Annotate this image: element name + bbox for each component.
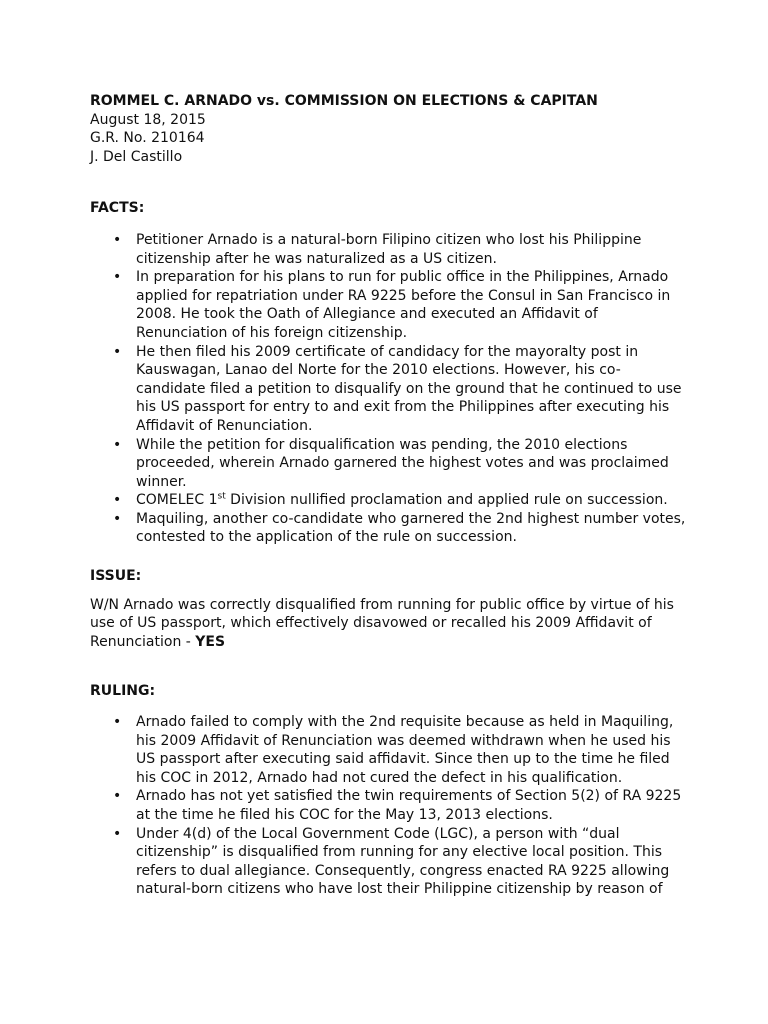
case-title: ROMMEL C. ARNADO vs. COMMISSION ON ELECTIONS & CAPITAN xyxy=(90,93,598,109)
ponente: J. Del Castillo xyxy=(90,148,183,165)
bullet-icon: • xyxy=(113,788,122,805)
fact-text: In preparation for his plans to run for public office in the Philippines, Arnado applied for repatriation under RA 9225 before the Consul in San Francisco in 2008. He took the Oath of Allegiance and executed an Affidavit of Renunciation of his foreign citizenship. xyxy=(136,269,671,341)
bullet-icon: • xyxy=(113,510,122,527)
bullet-icon: • xyxy=(113,436,122,453)
comelec-text-before: COMELEC 1 xyxy=(136,492,218,509)
bullet-icon: • xyxy=(113,492,122,509)
bullet-icon: • xyxy=(113,714,122,731)
bullet-icon: • xyxy=(113,825,122,842)
ruling-heading: RULING: xyxy=(90,683,156,700)
gr-number: G.R. No. 210164 xyxy=(90,130,205,147)
bullet-icon: • xyxy=(113,231,122,248)
list-item xyxy=(90,825,690,899)
issue-text: W/N Arnado was correctly disqualified from running for public office by virtue of his use of US passport, which effectively disavowed or recalled his 2009 Affidavit of Renunciation - xyxy=(90,596,674,650)
document-page xyxy=(90,92,690,899)
issue-heading: ISSUE: xyxy=(90,568,142,585)
fact-text: He then filed his 2009 certificate of candidacy for the mayoralty post in Kauswagan, Lanao del Norte for the 2010 elections. However, his co-candidate filed a petition to disqualify on the ground that he continued to use his US passport for entry to and exit from the Philippines after executing his Affidavit of Renunciation. xyxy=(136,343,682,434)
facts-heading: FACTS: xyxy=(90,200,145,217)
ruling-text: Arnado has not yet satisfied the twin requirements of Section 5(2) of RA 9225 at the time he filed his COC for the May 13, 2013 elections. xyxy=(136,788,682,823)
bullet-icon: • xyxy=(113,269,122,286)
ruling-text: Arnado failed to comply with the 2nd requisite because as held in Maquiling, his 2009 Affidavit of Renunciation was deemed withdrawn when he used his US passport after executing said affidavit. Since then up to the time he filed his COC in 2012, Arnado had not cured the defect in his qualification. xyxy=(136,714,674,786)
list-item xyxy=(90,713,690,787)
ruling-list xyxy=(90,713,690,899)
fact-text: Petitioner Arnado is a natural-born Filipino citizen who lost his Philippine citizenship after he was naturalized as a US citizen. xyxy=(136,231,642,267)
fact-text: While the petition for disqualification was pending, the 2010 elections proceeded, wherein Arnado garnered the highest votes and was proclaimed winner. xyxy=(136,436,669,490)
list-item xyxy=(90,491,690,510)
fact-text-comelec xyxy=(136,492,668,508)
list-item xyxy=(90,787,690,824)
issue-answer: YES xyxy=(195,633,226,650)
ordinal-suffix: st xyxy=(217,491,226,502)
list-item xyxy=(90,510,690,547)
fact-text: Maquiling, another co-candidate who garnered the 2nd highest number votes, contested to the application of the rule on succession. xyxy=(136,510,686,546)
facts-list xyxy=(90,231,690,547)
decision-date: August 18, 2015 xyxy=(90,111,206,128)
bullet-icon: • xyxy=(113,343,122,360)
list-item xyxy=(90,268,690,342)
comelec-text-after: Division nullified proclamation and applied rule on succession. xyxy=(225,492,668,509)
issue-paragraph xyxy=(90,596,690,652)
list-item xyxy=(90,231,690,268)
list-item xyxy=(90,343,690,436)
list-item xyxy=(90,436,690,492)
ruling-text: Under 4(d) of the Local Government Code (LGC), a person with “dual citizenship” is disqualified from running for any elective local position. This refers to dual allegiance. Consequently, congress enacted RA 9225 allowing natural-born citizens who have lost their Philippine citizenship by reason of xyxy=(136,825,670,898)
